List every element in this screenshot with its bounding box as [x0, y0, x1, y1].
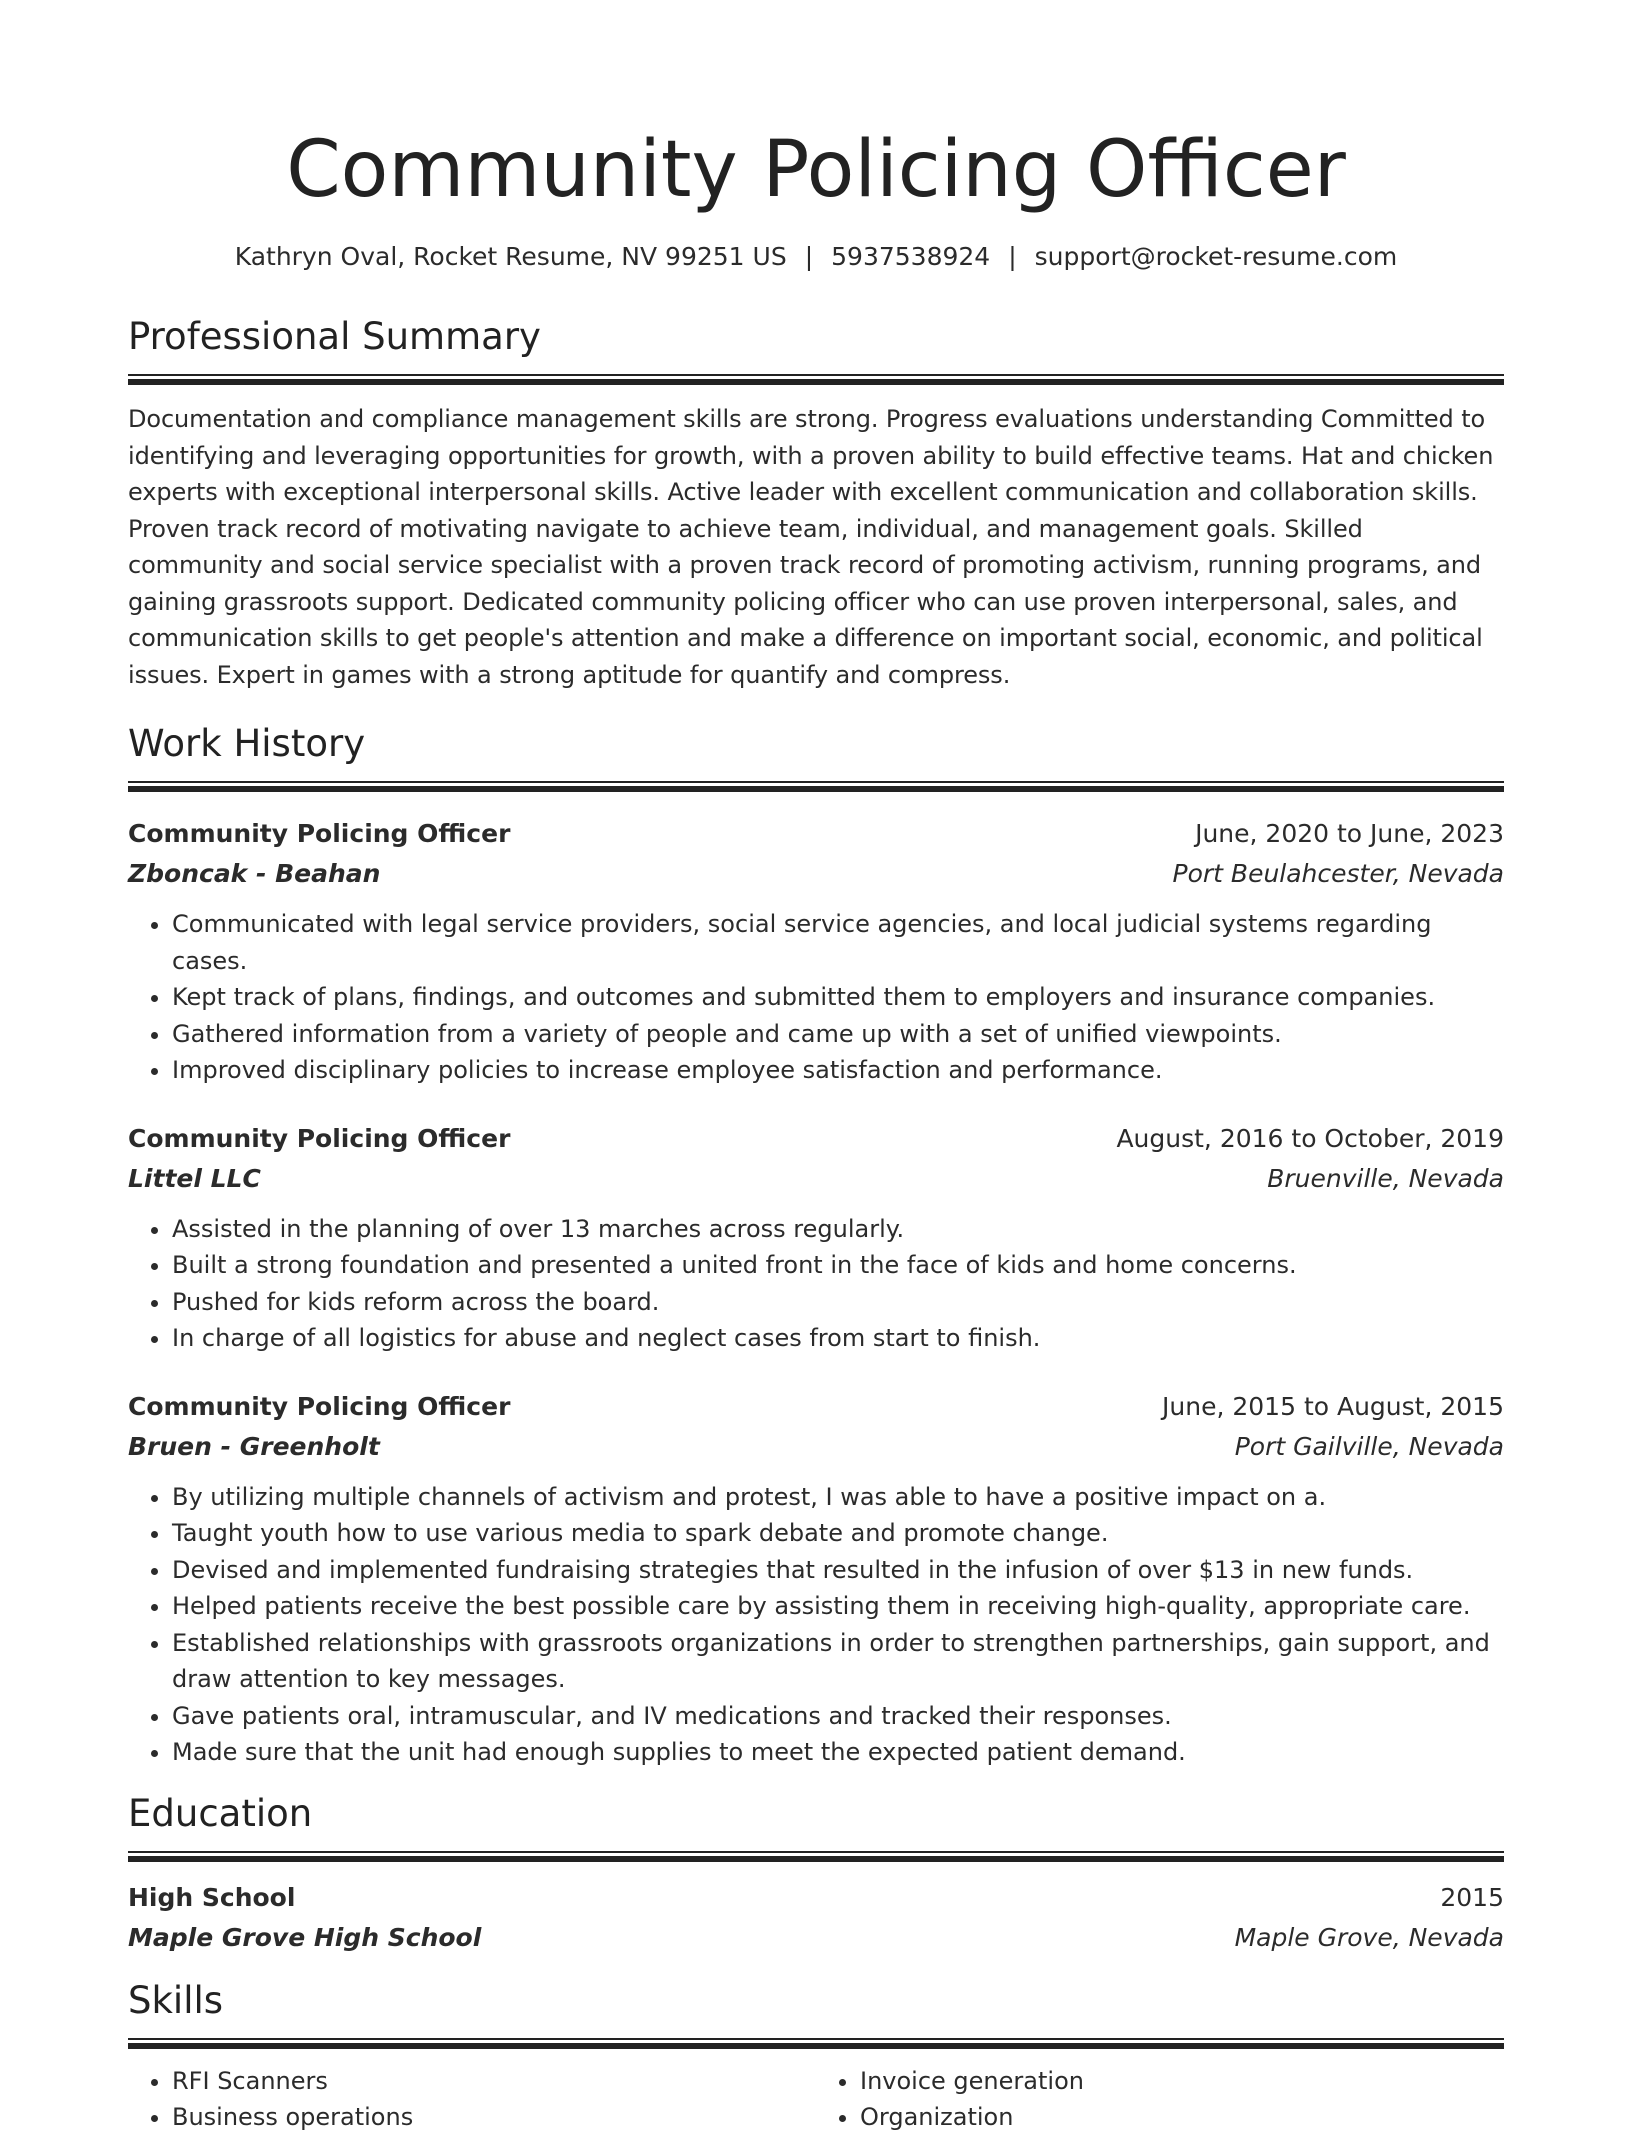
education-degree: High School	[128, 1882, 296, 1912]
education-year: 2015	[1440, 1882, 1504, 1912]
resume-page	[128, 0, 1504, 2135]
summary-section	[128, 314, 1504, 693]
job-location: Port Gailville, Nevada	[1234, 1431, 1504, 1461]
skills-list-left	[128, 2063, 816, 2135]
section-divider	[128, 2038, 1504, 2049]
section-heading-skills: Skills	[128, 1978, 224, 2022]
job-bullets	[128, 1211, 1504, 1357]
job-entry	[128, 1387, 1504, 1771]
skills-columns	[128, 2063, 1504, 2135]
job-company: Bruen - Greenholt	[128, 1431, 380, 1461]
list-item: • Gave patients oral, intramuscular, and IV medications and tracked their responses.	[172, 1698, 1504, 1735]
list-item: • Helped patients receive the best possible care by assisting them in receiving high-quality, appropriate care.	[172, 1588, 1504, 1625]
section-divider	[128, 374, 1504, 385]
contact-separator: |	[804, 242, 814, 271]
contact-address: Kathryn Oval, Rocket Resume, NV 99251 US	[234, 242, 787, 271]
education-location: Maple Grove, Nevada	[1234, 1922, 1504, 1952]
job-company: Littel LLC	[128, 1163, 261, 1193]
job-title: Community Policing Officer	[128, 819, 511, 848]
list-item: • Pushed for kids reform across the board.	[172, 1284, 1504, 1321]
job-title: Community Policing Officer	[128, 1391, 511, 1421]
job-dates: August, 2016 to October, 2019	[1116, 1123, 1504, 1153]
job-bullets	[128, 906, 1504, 1089]
section-divider	[128, 1851, 1504, 1862]
skill-item: • Invoice generation	[860, 2063, 1504, 2099]
education-school: Maple Grove High School	[128, 1922, 482, 1952]
contact-email: support@rocket-resume.com	[1034, 242, 1398, 271]
section-heading-work: Work History	[128, 722, 366, 765]
section-heading-education: Education	[128, 1791, 313, 1835]
summary-text: Documentation and compliance management skills are strong. Progress evaluations understanding Committed to identifying and leveraging opportunities for growth, with a proven ability to build effective teams. Hat and chicken experts with exceptional interpersonal skills. Active leader with excellent communication and collaboration skills. Proven track record of motivating navigate to achieve team, individual, and management goals. Skilled community and social service specialist with a proven track record of promoting activism, running programs, and gaining grassroots support. Dedicated community policing officer who can use proven interpersonal, sales, and communication skills to get people's attention and make a difference on important social, economic, and political issues. Expert in games with a strong aptitude for quantify and compress.	[128, 405, 1494, 689]
list-item: • Devised and implemented fundraising strategies that resulted in the infusion of over $13 in new funds.	[172, 1552, 1504, 1589]
contact-line	[128, 240, 1504, 274]
list-item: • Gathered information from a variety of people and came up with a set of unified viewpoints.	[172, 1016, 1504, 1053]
list-item: • By utilizing multiple channels of activism and protest, I was able to have a positive impact on a.	[172, 1479, 1504, 1516]
education-section	[128, 1791, 1504, 1958]
job-location: Bruenville, Nevada	[1267, 1163, 1504, 1193]
list-item: • Communicated with legal service providers, social service agencies, and local judicial systems regarding cases.	[172, 906, 1504, 979]
work-history-section	[128, 721, 1504, 1771]
job-company: Zboncak - Beahan	[128, 859, 381, 888]
list-item: • Established relationships with grassroots organizations in order to strengthen partnerships, gain support, and draw attention to key messages.	[172, 1625, 1504, 1698]
section-divider	[128, 781, 1504, 792]
list-item: • Taught youth how to use various media to spark debate and promote change.	[172, 1515, 1504, 1552]
skills-section	[128, 1978, 1504, 2135]
job-entry	[128, 1119, 1504, 1357]
list-item: • Improved disciplinary policies to increase employee satisfaction and performance.	[172, 1052, 1504, 1089]
job-dates: June, 2015 to August, 2015	[1162, 1391, 1504, 1421]
resume-title: Community Policing Officer	[286, 125, 1346, 215]
job-bullets	[128, 1479, 1504, 1771]
job-entry	[128, 814, 1504, 1089]
skill-item: • Organization	[860, 2099, 1504, 2135]
education-entry	[128, 1878, 1504, 1958]
skills-list-right	[816, 2063, 1504, 2135]
job-location: Port Beulahcester, Nevada	[1172, 859, 1504, 888]
skill-item: • Business operations	[172, 2099, 816, 2135]
section-heading-summary: Professional Summary	[128, 315, 541, 358]
list-item: • In charge of all logistics for abuse and neglect cases from start to finish.	[172, 1320, 1504, 1357]
contact-phone: 5937538924	[831, 242, 991, 271]
skill-item: • RFI Scanners	[172, 2063, 816, 2099]
contact-separator: |	[1008, 242, 1017, 271]
list-item: • Made sure that the unit had enough supplies to meet the expected patient demand.	[172, 1734, 1504, 1771]
list-item: • Built a strong foundation and presented a united front in the face of kids and home concerns.	[172, 1247, 1504, 1284]
list-item: • Assisted in the planning of over 13 marches across regularly.	[172, 1211, 1504, 1248]
job-title: Community Policing Officer	[128, 1123, 511, 1153]
list-item: • Kept track of plans, findings, and outcomes and submitted them to employers and insurance companies.	[172, 979, 1504, 1016]
job-dates: June, 2020 to June, 2023	[1195, 819, 1504, 848]
